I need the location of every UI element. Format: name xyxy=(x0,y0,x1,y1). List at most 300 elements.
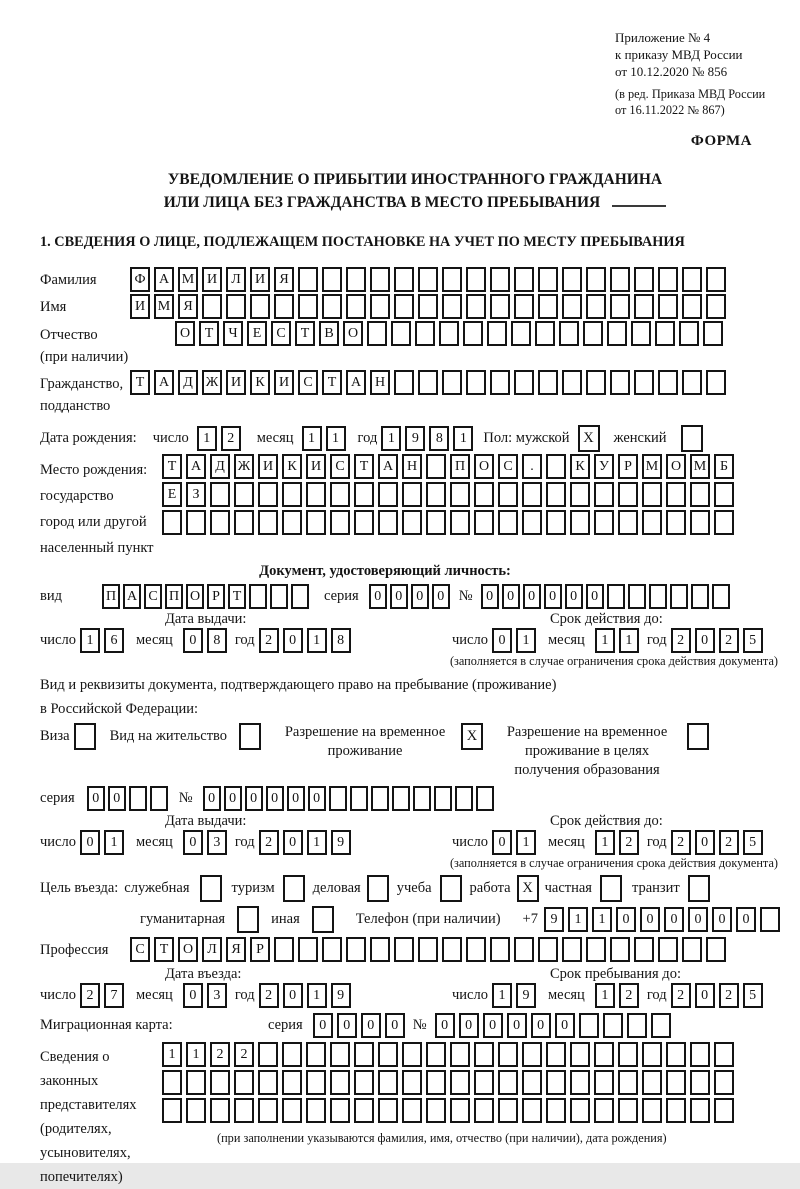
char-cell[interactable] xyxy=(658,267,678,292)
char-cell[interactable] xyxy=(186,1070,206,1095)
char-cell[interactable] xyxy=(439,321,459,346)
char-cell[interactable]: 0 xyxy=(245,786,263,811)
char-cell[interactable]: С xyxy=(130,937,150,962)
char-cell[interactable] xyxy=(610,294,630,319)
char-cell[interactable] xyxy=(450,482,470,507)
char-cell[interactable]: Т xyxy=(354,454,374,479)
char-cell[interactable]: 2 xyxy=(619,983,639,1008)
char-cell[interactable]: О xyxy=(666,454,686,479)
char-cell[interactable]: 9 xyxy=(544,907,564,932)
char-cell[interactable] xyxy=(690,482,710,507)
char-cell[interactable] xyxy=(466,294,486,319)
char-cell[interactable] xyxy=(250,294,270,319)
char-cell[interactable]: А xyxy=(154,370,174,395)
char-cell[interactable] xyxy=(370,267,390,292)
char-cell[interactable] xyxy=(418,937,438,962)
char-cell[interactable] xyxy=(579,1013,599,1038)
char-cell[interactable] xyxy=(627,1013,647,1038)
char-cell[interactable]: Д xyxy=(178,370,198,395)
char-cell[interactable]: 0 xyxy=(385,1013,405,1038)
char-cell[interactable] xyxy=(330,1070,350,1095)
char-cell[interactable] xyxy=(370,294,390,319)
char-cell[interactable]: 0 xyxy=(688,907,708,932)
char-cell[interactable]: Р xyxy=(250,937,270,962)
char-cell[interactable] xyxy=(642,1098,662,1123)
char-cell[interactable] xyxy=(610,267,630,292)
char-cell[interactable] xyxy=(706,267,726,292)
char-cell[interactable] xyxy=(413,786,431,811)
char-cell[interactable]: 0 xyxy=(283,628,303,653)
char-cell[interactable]: 2 xyxy=(671,830,691,855)
char-cell[interactable] xyxy=(306,1098,326,1123)
char-cell[interactable]: 8 xyxy=(429,426,449,451)
char-cell[interactable] xyxy=(330,1098,350,1123)
char-cell[interactable] xyxy=(442,294,462,319)
char-cell[interactable]: Д xyxy=(210,454,230,479)
char-cell[interactable] xyxy=(234,1098,254,1123)
char-cell[interactable] xyxy=(354,1042,374,1067)
char-cell[interactable]: 1 xyxy=(595,830,615,855)
char-cell[interactable]: 0 xyxy=(459,1013,479,1038)
char-cell[interactable] xyxy=(426,1098,446,1123)
char-cell[interactable]: 3 xyxy=(207,983,227,1008)
char-cell[interactable] xyxy=(434,786,452,811)
char-cell[interactable] xyxy=(607,321,627,346)
char-cell[interactable]: 8 xyxy=(331,628,351,653)
char-cell[interactable] xyxy=(282,1070,302,1095)
char-cell[interactable] xyxy=(670,584,688,609)
char-cell[interactable] xyxy=(706,937,726,962)
char-cell[interactable] xyxy=(594,1098,614,1123)
char-cell[interactable] xyxy=(514,370,534,395)
char-cell[interactable] xyxy=(274,937,294,962)
char-cell[interactable] xyxy=(474,1042,494,1067)
char-cell[interactable] xyxy=(538,267,558,292)
char-cell[interactable]: М xyxy=(642,454,662,479)
char-cell[interactable] xyxy=(329,786,347,811)
char-cell[interactable]: С xyxy=(298,370,318,395)
char-cell[interactable] xyxy=(186,1098,206,1123)
char-cell[interactable] xyxy=(586,937,606,962)
char-cell[interactable]: Л xyxy=(202,937,222,962)
char-cell[interactable]: 1 xyxy=(162,1042,182,1067)
char-cell[interactable]: 0 xyxy=(712,907,732,932)
char-cell[interactable] xyxy=(649,584,667,609)
char-cell[interactable]: Н xyxy=(402,454,422,479)
char-cell[interactable]: 0 xyxy=(369,584,387,609)
char-cell[interactable] xyxy=(402,510,422,535)
char-cell[interactable] xyxy=(291,584,309,609)
char-cell[interactable] xyxy=(298,294,318,319)
char-cell[interactable] xyxy=(282,1042,302,1067)
char-cell[interactable] xyxy=(450,510,470,535)
char-cell[interactable] xyxy=(490,294,510,319)
char-cell[interactable]: 2 xyxy=(259,830,279,855)
char-cell[interactable] xyxy=(346,294,366,319)
char-cell[interactable] xyxy=(426,510,446,535)
char-cell[interactable] xyxy=(714,482,734,507)
char-cell[interactable] xyxy=(538,937,558,962)
char-cell[interactable]: 2 xyxy=(259,628,279,653)
char-cell[interactable]: 1 xyxy=(381,426,401,451)
char-cell[interactable]: 1 xyxy=(592,907,612,932)
char-cell[interactable] xyxy=(306,1070,326,1095)
char-cell[interactable] xyxy=(538,294,558,319)
char-cell[interactable] xyxy=(258,510,278,535)
char-cell[interactable] xyxy=(418,294,438,319)
char-cell[interactable] xyxy=(418,370,438,395)
char-cell[interactable]: 2 xyxy=(80,983,100,1008)
char-cell[interactable] xyxy=(487,321,507,346)
char-cell[interactable]: 2 xyxy=(259,983,279,1008)
char-cell[interactable] xyxy=(603,1013,623,1038)
char-cell[interactable] xyxy=(490,370,510,395)
char-cell[interactable] xyxy=(682,294,702,319)
char-cell[interactable] xyxy=(546,510,566,535)
char-cell[interactable]: Н xyxy=(370,370,390,395)
char-cell[interactable]: 1 xyxy=(516,830,536,855)
char-cell[interactable]: Я xyxy=(226,937,246,962)
char-cell[interactable] xyxy=(594,510,614,535)
char-cell[interactable] xyxy=(655,321,675,346)
char-cell[interactable]: Р xyxy=(207,584,225,609)
checkbox-work[interactable]: X xyxy=(517,875,539,902)
char-cell[interactable] xyxy=(607,584,625,609)
char-cell[interactable]: И xyxy=(202,267,222,292)
char-cell[interactable] xyxy=(546,1042,566,1067)
char-cell[interactable] xyxy=(426,1070,446,1095)
char-cell[interactable]: 2 xyxy=(671,983,691,1008)
char-cell[interactable]: И xyxy=(274,370,294,395)
checkbox-residence-permit[interactable] xyxy=(239,723,261,750)
char-cell[interactable] xyxy=(706,294,726,319)
char-cell[interactable] xyxy=(466,370,486,395)
char-cell[interactable] xyxy=(210,1098,230,1123)
char-cell[interactable]: И xyxy=(258,454,278,479)
char-cell[interactable] xyxy=(714,1098,734,1123)
char-cell[interactable] xyxy=(570,1070,590,1095)
char-cell[interactable]: 9 xyxy=(331,830,351,855)
char-cell[interactable]: Т xyxy=(162,454,182,479)
char-cell[interactable] xyxy=(466,937,486,962)
char-cell[interactable]: 0 xyxy=(361,1013,381,1038)
char-cell[interactable]: Ж xyxy=(202,370,222,395)
char-cell[interactable]: 0 xyxy=(664,907,684,932)
char-cell[interactable] xyxy=(442,267,462,292)
checkbox-other[interactable] xyxy=(312,906,334,933)
checkbox-transit[interactable] xyxy=(688,875,710,902)
char-cell[interactable] xyxy=(634,937,654,962)
char-cell[interactable]: 0 xyxy=(640,907,660,932)
char-cell[interactable] xyxy=(714,510,734,535)
char-cell[interactable]: 0 xyxy=(108,786,126,811)
char-cell[interactable]: М xyxy=(178,267,198,292)
char-cell[interactable] xyxy=(210,482,230,507)
char-cell[interactable]: 0 xyxy=(736,907,756,932)
char-cell[interactable] xyxy=(535,321,555,346)
char-cell[interactable] xyxy=(570,510,590,535)
char-cell[interactable] xyxy=(522,510,542,535)
char-cell[interactable] xyxy=(426,482,446,507)
char-cell[interactable] xyxy=(690,510,710,535)
char-cell[interactable]: Е xyxy=(162,482,182,507)
char-cell[interactable]: 0 xyxy=(266,786,284,811)
char-cell[interactable] xyxy=(378,510,398,535)
char-cell[interactable]: 0 xyxy=(483,1013,503,1038)
char-cell[interactable]: 0 xyxy=(507,1013,527,1038)
char-cell[interactable] xyxy=(450,1098,470,1123)
char-cell[interactable] xyxy=(498,1070,518,1095)
char-cell[interactable] xyxy=(690,1042,710,1067)
char-cell[interactable] xyxy=(234,1070,254,1095)
char-cell[interactable] xyxy=(546,454,566,479)
char-cell[interactable] xyxy=(402,1042,422,1067)
char-cell[interactable] xyxy=(402,1098,422,1123)
char-cell[interactable]: К xyxy=(250,370,270,395)
char-cell[interactable]: 0 xyxy=(616,907,636,932)
char-cell[interactable]: 0 xyxy=(555,1013,575,1038)
char-cell[interactable] xyxy=(415,321,435,346)
char-cell[interactable]: 9 xyxy=(405,426,425,451)
char-cell[interactable] xyxy=(474,1070,494,1095)
char-cell[interactable]: 0 xyxy=(203,786,221,811)
char-cell[interactable] xyxy=(666,1098,686,1123)
char-cell[interactable] xyxy=(282,510,302,535)
char-cell[interactable] xyxy=(150,786,168,811)
char-cell[interactable] xyxy=(634,370,654,395)
char-cell[interactable] xyxy=(570,482,590,507)
char-cell[interactable]: 1 xyxy=(568,907,588,932)
char-cell[interactable] xyxy=(378,1042,398,1067)
char-cell[interactable]: 0 xyxy=(308,786,326,811)
char-cell[interactable] xyxy=(258,1070,278,1095)
char-cell[interactable] xyxy=(658,294,678,319)
char-cell[interactable] xyxy=(490,267,510,292)
char-cell[interactable] xyxy=(282,1098,302,1123)
char-cell[interactable] xyxy=(642,1042,662,1067)
checkbox-tourism[interactable] xyxy=(283,875,305,902)
char-cell[interactable] xyxy=(546,1098,566,1123)
char-cell[interactable]: 5 xyxy=(743,830,763,855)
checkbox-official[interactable] xyxy=(200,875,222,902)
char-cell[interactable]: 1 xyxy=(595,628,615,653)
char-cell[interactable]: 1 xyxy=(307,628,327,653)
char-cell[interactable] xyxy=(714,1070,734,1095)
char-cell[interactable] xyxy=(522,1070,542,1095)
char-cell[interactable]: А xyxy=(378,454,398,479)
char-cell[interactable] xyxy=(298,937,318,962)
char-cell[interactable]: 0 xyxy=(183,830,203,855)
char-cell[interactable] xyxy=(370,937,390,962)
char-cell[interactable] xyxy=(610,370,630,395)
char-cell[interactable] xyxy=(538,370,558,395)
char-cell[interactable]: 1 xyxy=(104,830,124,855)
char-cell[interactable] xyxy=(394,937,414,962)
checkbox-business[interactable] xyxy=(367,875,389,902)
char-cell[interactable] xyxy=(682,370,702,395)
char-cell[interactable]: 0 xyxy=(435,1013,455,1038)
char-cell[interactable] xyxy=(691,584,709,609)
char-cell[interactable] xyxy=(330,482,350,507)
char-cell[interactable]: 2 xyxy=(221,426,241,451)
char-cell[interactable] xyxy=(354,510,374,535)
char-cell[interactable]: 2 xyxy=(671,628,691,653)
title-blank-line[interactable] xyxy=(612,192,666,207)
char-cell[interactable]: Ч xyxy=(223,321,243,346)
char-cell[interactable] xyxy=(666,1042,686,1067)
char-cell[interactable] xyxy=(490,937,510,962)
char-cell[interactable] xyxy=(450,1042,470,1067)
char-cell[interactable]: 0 xyxy=(390,584,408,609)
char-cell[interactable] xyxy=(618,482,638,507)
char-cell[interactable] xyxy=(642,510,662,535)
char-cell[interactable]: 0 xyxy=(224,786,242,811)
char-cell[interactable]: С xyxy=(271,321,291,346)
char-cell[interactable] xyxy=(392,786,410,811)
char-cell[interactable] xyxy=(466,267,486,292)
char-cell[interactable] xyxy=(210,510,230,535)
char-cell[interactable]: Ф xyxy=(130,267,150,292)
char-cell[interactable] xyxy=(455,786,473,811)
char-cell[interactable] xyxy=(666,482,686,507)
char-cell[interactable]: О xyxy=(474,454,494,479)
char-cell[interactable]: 1 xyxy=(186,1042,206,1067)
char-cell[interactable]: 0 xyxy=(531,1013,551,1038)
char-cell[interactable] xyxy=(618,1098,638,1123)
char-cell[interactable] xyxy=(306,1042,326,1067)
char-cell[interactable] xyxy=(354,482,374,507)
char-cell[interactable]: Б xyxy=(714,454,734,479)
char-cell[interactable] xyxy=(714,1042,734,1067)
char-cell[interactable]: 0 xyxy=(432,584,450,609)
char-cell[interactable] xyxy=(594,1070,614,1095)
char-cell[interactable] xyxy=(642,1070,662,1095)
char-cell[interactable] xyxy=(706,370,726,395)
char-cell[interactable] xyxy=(682,267,702,292)
char-cell[interactable]: О xyxy=(343,321,363,346)
char-cell[interactable] xyxy=(522,1098,542,1123)
char-cell[interactable] xyxy=(570,1042,590,1067)
char-cell[interactable]: О xyxy=(178,937,198,962)
char-cell[interactable]: И xyxy=(306,454,326,479)
char-cell[interactable]: 1 xyxy=(492,983,512,1008)
char-cell[interactable]: Т xyxy=(199,321,219,346)
checkbox-humanitarian[interactable] xyxy=(237,906,259,933)
char-cell[interactable] xyxy=(514,937,534,962)
char-cell[interactable] xyxy=(322,267,342,292)
char-cell[interactable]: З xyxy=(186,482,206,507)
checkbox-study[interactable] xyxy=(440,875,462,902)
char-cell[interactable]: В xyxy=(319,321,339,346)
char-cell[interactable] xyxy=(426,1042,446,1067)
char-cell[interactable] xyxy=(514,294,534,319)
char-cell[interactable] xyxy=(498,482,518,507)
char-cell[interactable] xyxy=(522,1042,542,1067)
char-cell[interactable]: Я xyxy=(178,294,198,319)
char-cell[interactable] xyxy=(690,1070,710,1095)
checkbox-visa[interactable] xyxy=(74,723,96,750)
char-cell[interactable] xyxy=(234,482,254,507)
checkbox-temp-residence-education[interactable] xyxy=(687,723,709,750)
char-cell[interactable] xyxy=(129,786,147,811)
char-cell[interactable]: А xyxy=(186,454,206,479)
char-cell[interactable]: 0 xyxy=(87,786,105,811)
char-cell[interactable]: О xyxy=(186,584,204,609)
char-cell[interactable]: Т xyxy=(228,584,246,609)
char-cell[interactable] xyxy=(394,294,414,319)
char-cell[interactable] xyxy=(666,1070,686,1095)
char-cell[interactable]: А xyxy=(154,267,174,292)
char-cell[interactable]: 0 xyxy=(695,983,715,1008)
char-cell[interactable] xyxy=(546,482,566,507)
char-cell[interactable] xyxy=(634,294,654,319)
char-cell[interactable]: 5 xyxy=(743,628,763,653)
char-cell[interactable] xyxy=(562,370,582,395)
char-cell[interactable] xyxy=(391,321,411,346)
char-cell[interactable] xyxy=(594,1042,614,1067)
char-cell[interactable] xyxy=(679,321,699,346)
char-cell[interactable]: 9 xyxy=(516,983,536,1008)
char-cell[interactable] xyxy=(618,1070,638,1095)
char-cell[interactable] xyxy=(371,786,389,811)
char-cell[interactable] xyxy=(583,321,603,346)
char-cell[interactable]: Т xyxy=(322,370,342,395)
char-cell[interactable]: Я xyxy=(274,267,294,292)
char-cell[interactable]: 5 xyxy=(743,983,763,1008)
char-cell[interactable] xyxy=(594,482,614,507)
char-cell[interactable] xyxy=(162,510,182,535)
char-cell[interactable]: 0 xyxy=(523,584,541,609)
char-cell[interactable]: 0 xyxy=(337,1013,357,1038)
char-cell[interactable]: 1 xyxy=(197,426,217,451)
char-cell[interactable]: Т xyxy=(130,370,150,395)
char-cell[interactable] xyxy=(270,584,288,609)
char-cell[interactable]: С xyxy=(498,454,518,479)
char-cell[interactable]: Р xyxy=(618,454,638,479)
char-cell[interactable]: Л xyxy=(226,267,246,292)
char-cell[interactable]: 0 xyxy=(183,628,203,653)
char-cell[interactable] xyxy=(354,1070,374,1095)
char-cell[interactable] xyxy=(498,1042,518,1067)
char-cell[interactable] xyxy=(186,510,206,535)
char-cell[interactable]: 2 xyxy=(719,983,739,1008)
char-cell[interactable] xyxy=(514,267,534,292)
char-cell[interactable]: 1 xyxy=(307,830,327,855)
char-cell[interactable] xyxy=(330,1042,350,1067)
char-cell[interactable]: 0 xyxy=(492,830,512,855)
char-cell[interactable]: А xyxy=(123,584,141,609)
char-cell[interactable]: У xyxy=(594,454,614,479)
char-cell[interactable] xyxy=(350,786,368,811)
char-cell[interactable]: П xyxy=(102,584,120,609)
char-cell[interactable]: 3 xyxy=(207,830,227,855)
char-cell[interactable] xyxy=(586,294,606,319)
char-cell[interactable] xyxy=(394,267,414,292)
char-cell[interactable]: С xyxy=(144,584,162,609)
char-cell[interactable]: М xyxy=(690,454,710,479)
char-cell[interactable] xyxy=(330,510,350,535)
char-cell[interactable] xyxy=(642,482,662,507)
char-cell[interactable]: 0 xyxy=(411,584,429,609)
char-cell[interactable]: 2 xyxy=(619,830,639,855)
char-cell[interactable] xyxy=(634,267,654,292)
char-cell[interactable] xyxy=(402,1070,422,1095)
char-cell[interactable] xyxy=(210,1070,230,1095)
char-cell[interactable] xyxy=(586,267,606,292)
char-cell[interactable]: 0 xyxy=(695,628,715,653)
char-cell[interactable]: 1 xyxy=(453,426,473,451)
char-cell[interactable] xyxy=(511,321,531,346)
